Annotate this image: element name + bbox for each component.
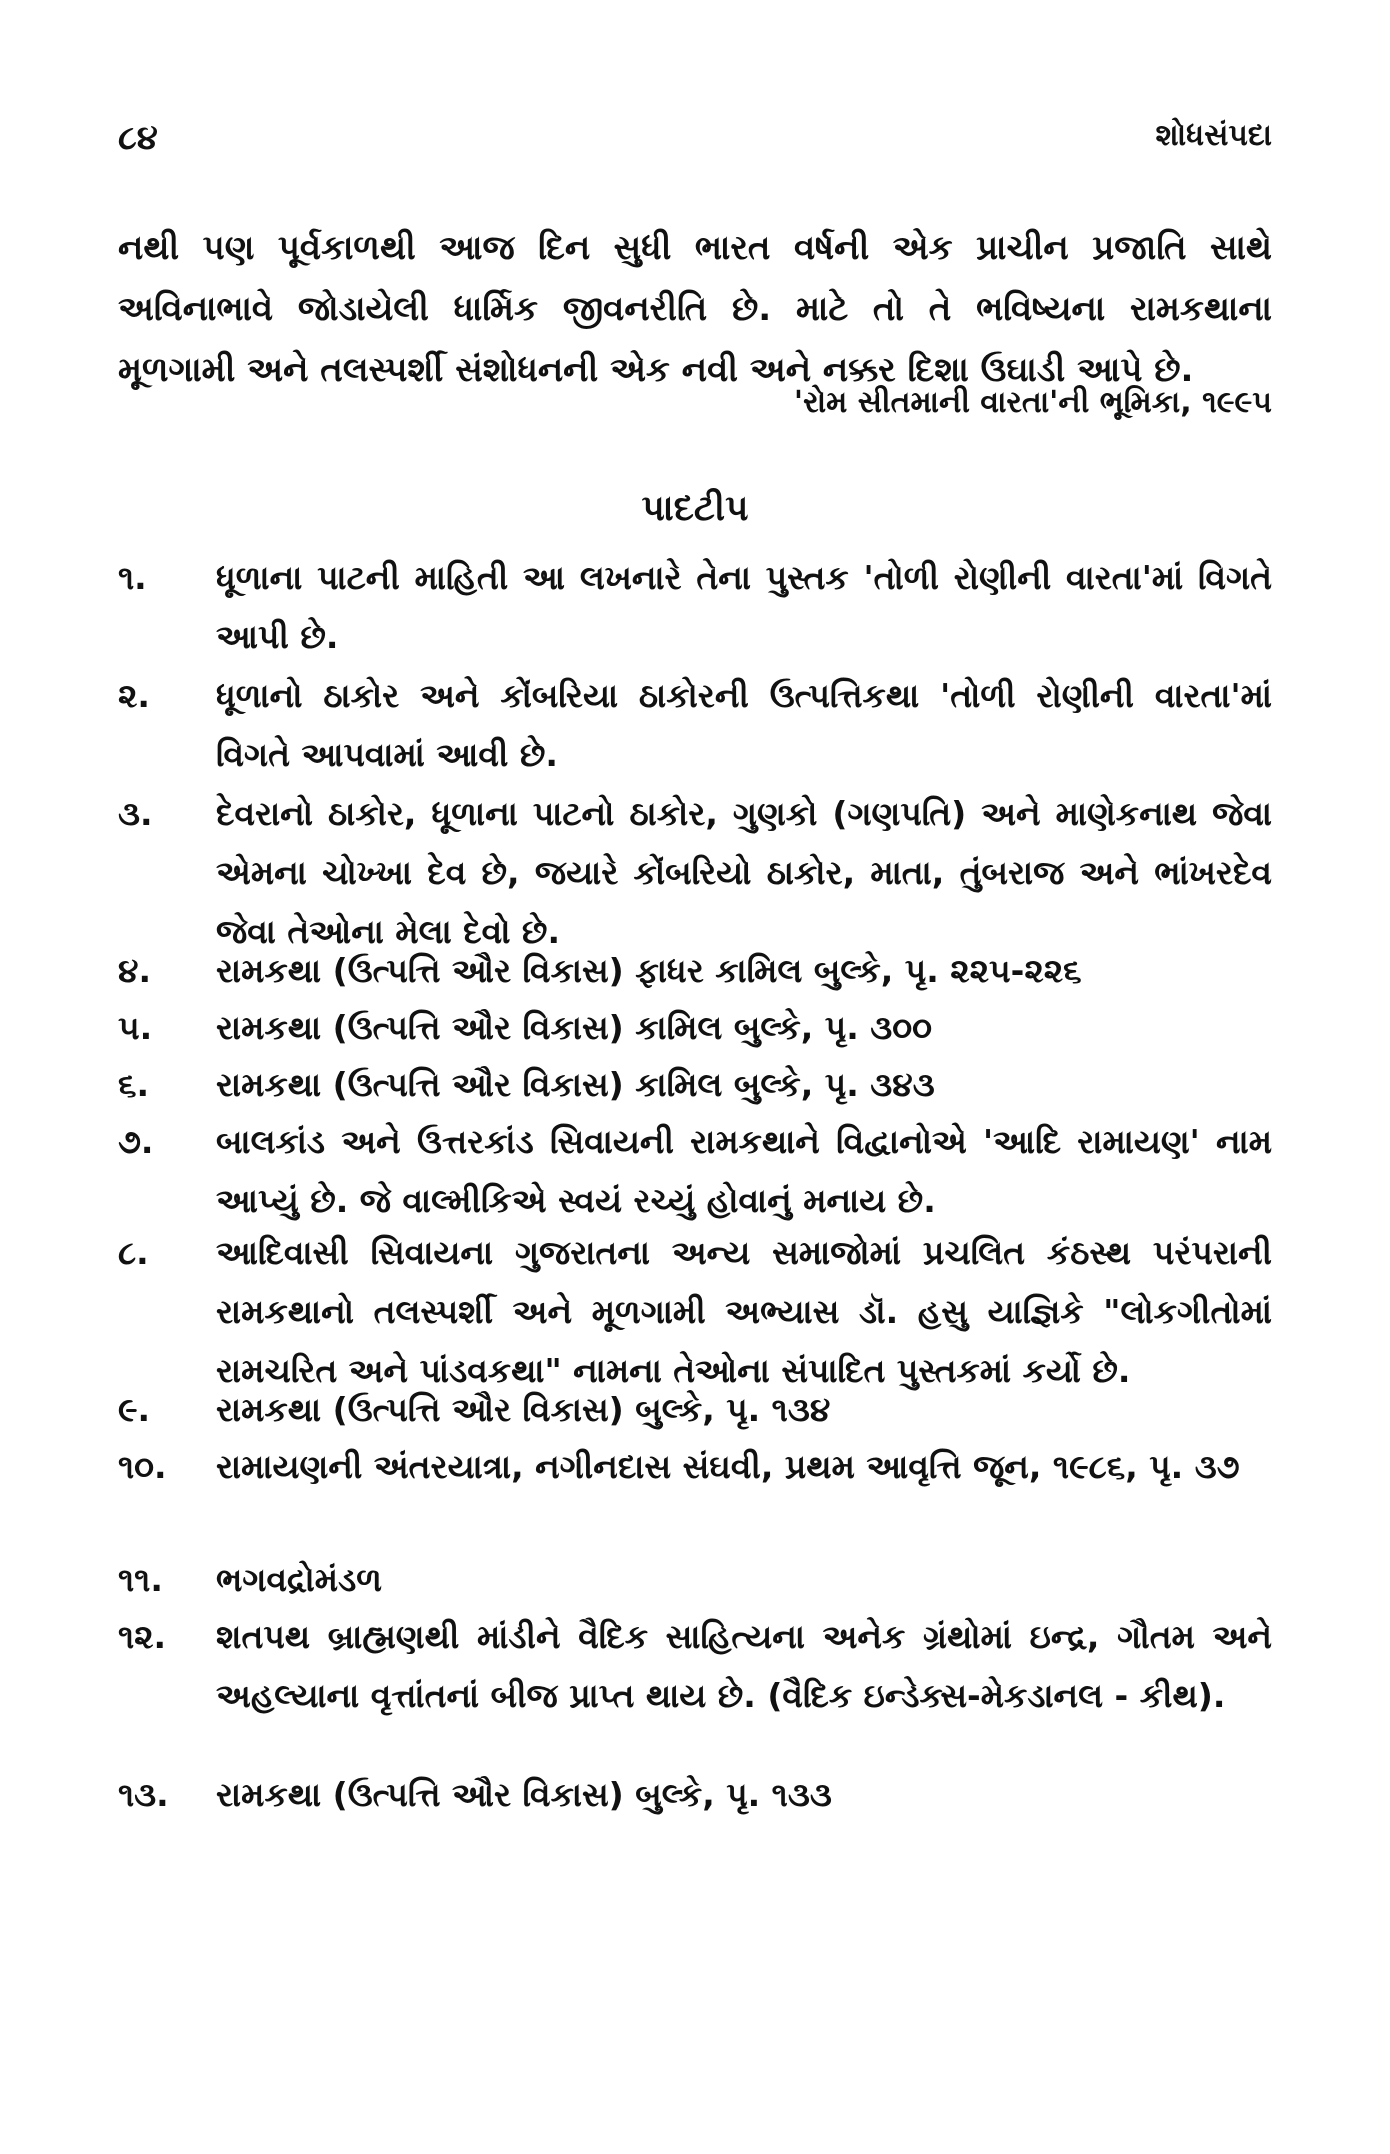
body-paragraph: નથી પણ પૂર્વકાળથી આજ દિન સુધી ભારત વર્ષની એક પ્રાચીન પ્રજાતિ સાથે અવિનાભાવે જોડાયેલી ધાર્મિક જીવનરીતિ છે. માટે તો તે ભવિષ્યના રામકથાના મૂળગામી અને તલસ્પર્શી સંશોધનની એક નવી અને નક્કર દિશા ઉઘાડી આપે છે. bbox=[118, 228, 1272, 390]
footnote-number: ૩. bbox=[118, 794, 153, 833]
footnote-text: રામકથા (ઉત્પત્તિ ઔર વિકાસ) કામિલ બુલ્કે, પૃ. ૩૦૦ bbox=[216, 1008, 932, 1047]
footnote-number: ૧૩. bbox=[118, 1775, 169, 1814]
footnote-text: રામકથા (ઉત્પત્તિ ઔર વિકાસ) કામિલ બુલ્કે, પૃ. ૩૪૩ bbox=[216, 1065, 935, 1104]
footnote-text: ધૂળાના પાટની માહિતી આ લખનારે તેના પુસ્તક 'તોળી રોણીની વારતા'માં વિગતે આપી છે. bbox=[216, 558, 1272, 656]
running-title: શોધસંપદા bbox=[1155, 118, 1272, 153]
footnote-number: ૬. bbox=[118, 1065, 150, 1104]
footnote-number: ૧૧. bbox=[118, 1560, 163, 1599]
page-header bbox=[118, 118, 1272, 168]
footnotes-heading: પાદટીપ bbox=[641, 488, 749, 529]
footnote-number: ૫. bbox=[118, 1008, 153, 1047]
footnote-number: ૮. bbox=[118, 1233, 149, 1272]
footnote-text: રામકથા (ઉત્પત્તિ ઔર વિકાસ) ફાધર કામિલ બુલ્કે, પૃ. ૨૨૫-૨૨૬ bbox=[216, 951, 1082, 990]
footnote-text: દેવરાનો ઠાકોર, ધૂળાના પાટનો ઠાકોર, ગુણકો (ગણપતિ) અને માણેકનાથ જેવા એમના ચોખ્ખા દેવ છે, જયારે કોંબરિયો ઠાકોર, માતા, તુંબરાજ અને ભાંખરદેવ જેવા તેઓના મેલા દેવો છે. bbox=[216, 794, 1272, 951]
footnote-number: ૪. bbox=[118, 951, 151, 990]
footnote-number: ૧. bbox=[118, 558, 147, 597]
footnote-text: રામાયણની અંતરયાત્રા, નગીનદાસ સંઘવી, પ્રથમ આવૃત્તિ જૂન, ૧૯૮૬, પૃ. ૩૭ bbox=[216, 1447, 1240, 1486]
footnote-text: રામકથા (ઉત્પત્તિ ઔર વિકાસ) બુલ્કે, પૃ. ૧૩૩ bbox=[216, 1775, 832, 1814]
page-number: ૮૪ bbox=[118, 118, 158, 158]
source-citation: 'રોમ સીતમાની વારતા'ની ભૂમિકા, ૧૯૯૫ bbox=[793, 385, 1272, 420]
footnote-text: આદિવાસી સિવાયના ગુજરાતના અન્ય સમાજોમાં પ્રચલિત કંઠસ્થ પરંપરાની રામકથાનો તલસ્પર્શી અને મૂળગામી અભ્યાસ ડૉ. હસુ યાજ્ઞિકે "લોકગીતોમાં રામચરિત અને પાંડવકથા" નામના તેઓના સંપાદિત પુસ્તકમાં કર્યો છે. bbox=[216, 1233, 1272, 1390]
footnote-number: ૧૨. bbox=[118, 1617, 167, 1656]
footnote-text: રામકથા (ઉત્પત્તિ ઔર વિકાસ) બુલ્કે, પૃ. ૧૩૪ bbox=[216, 1390, 831, 1429]
footnote-number: ૭. bbox=[118, 1122, 154, 1161]
footnote-text: ભગવદ્રોમંડળ bbox=[216, 1560, 382, 1599]
footnote-number: ૨. bbox=[118, 676, 150, 715]
footnote-text: ધૂળાનો ઠાકોર અને કોંબરિયા ઠાકોરની ઉત્પત્તિકથા 'તોળી રોણીની વારતા'માં વિગતે આપવામાં આવી છે. bbox=[216, 676, 1272, 774]
footnote-text: શતપથ બ્રાહ્મણથી માંડીને વૈદિક સાહિત્યના અનેક ગ્રંથોમાં ઇન્દ્ર, ગૌતમ અને અહલ્યાના વૃત્તાંતનાં બીજ પ્રાપ્ત થાય છે. (વૈદિક ઇન્ડેક્સ-મેકડાનલ - કીથ). bbox=[216, 1617, 1272, 1715]
footnote-number: ૧૦. bbox=[118, 1447, 167, 1486]
footnote-number: ૯. bbox=[118, 1390, 151, 1429]
footnote-text: બાલકાંડ અને ઉત્તરકાંડ સિવાયની રામકથાને વિદ્વાનોએ 'આદિ રામાયણ' નામ આપ્યું છે. જે વાલ્મીકિએ સ્વયં રચ્યું હોવાનું મનાય છે. bbox=[216, 1122, 1272, 1220]
